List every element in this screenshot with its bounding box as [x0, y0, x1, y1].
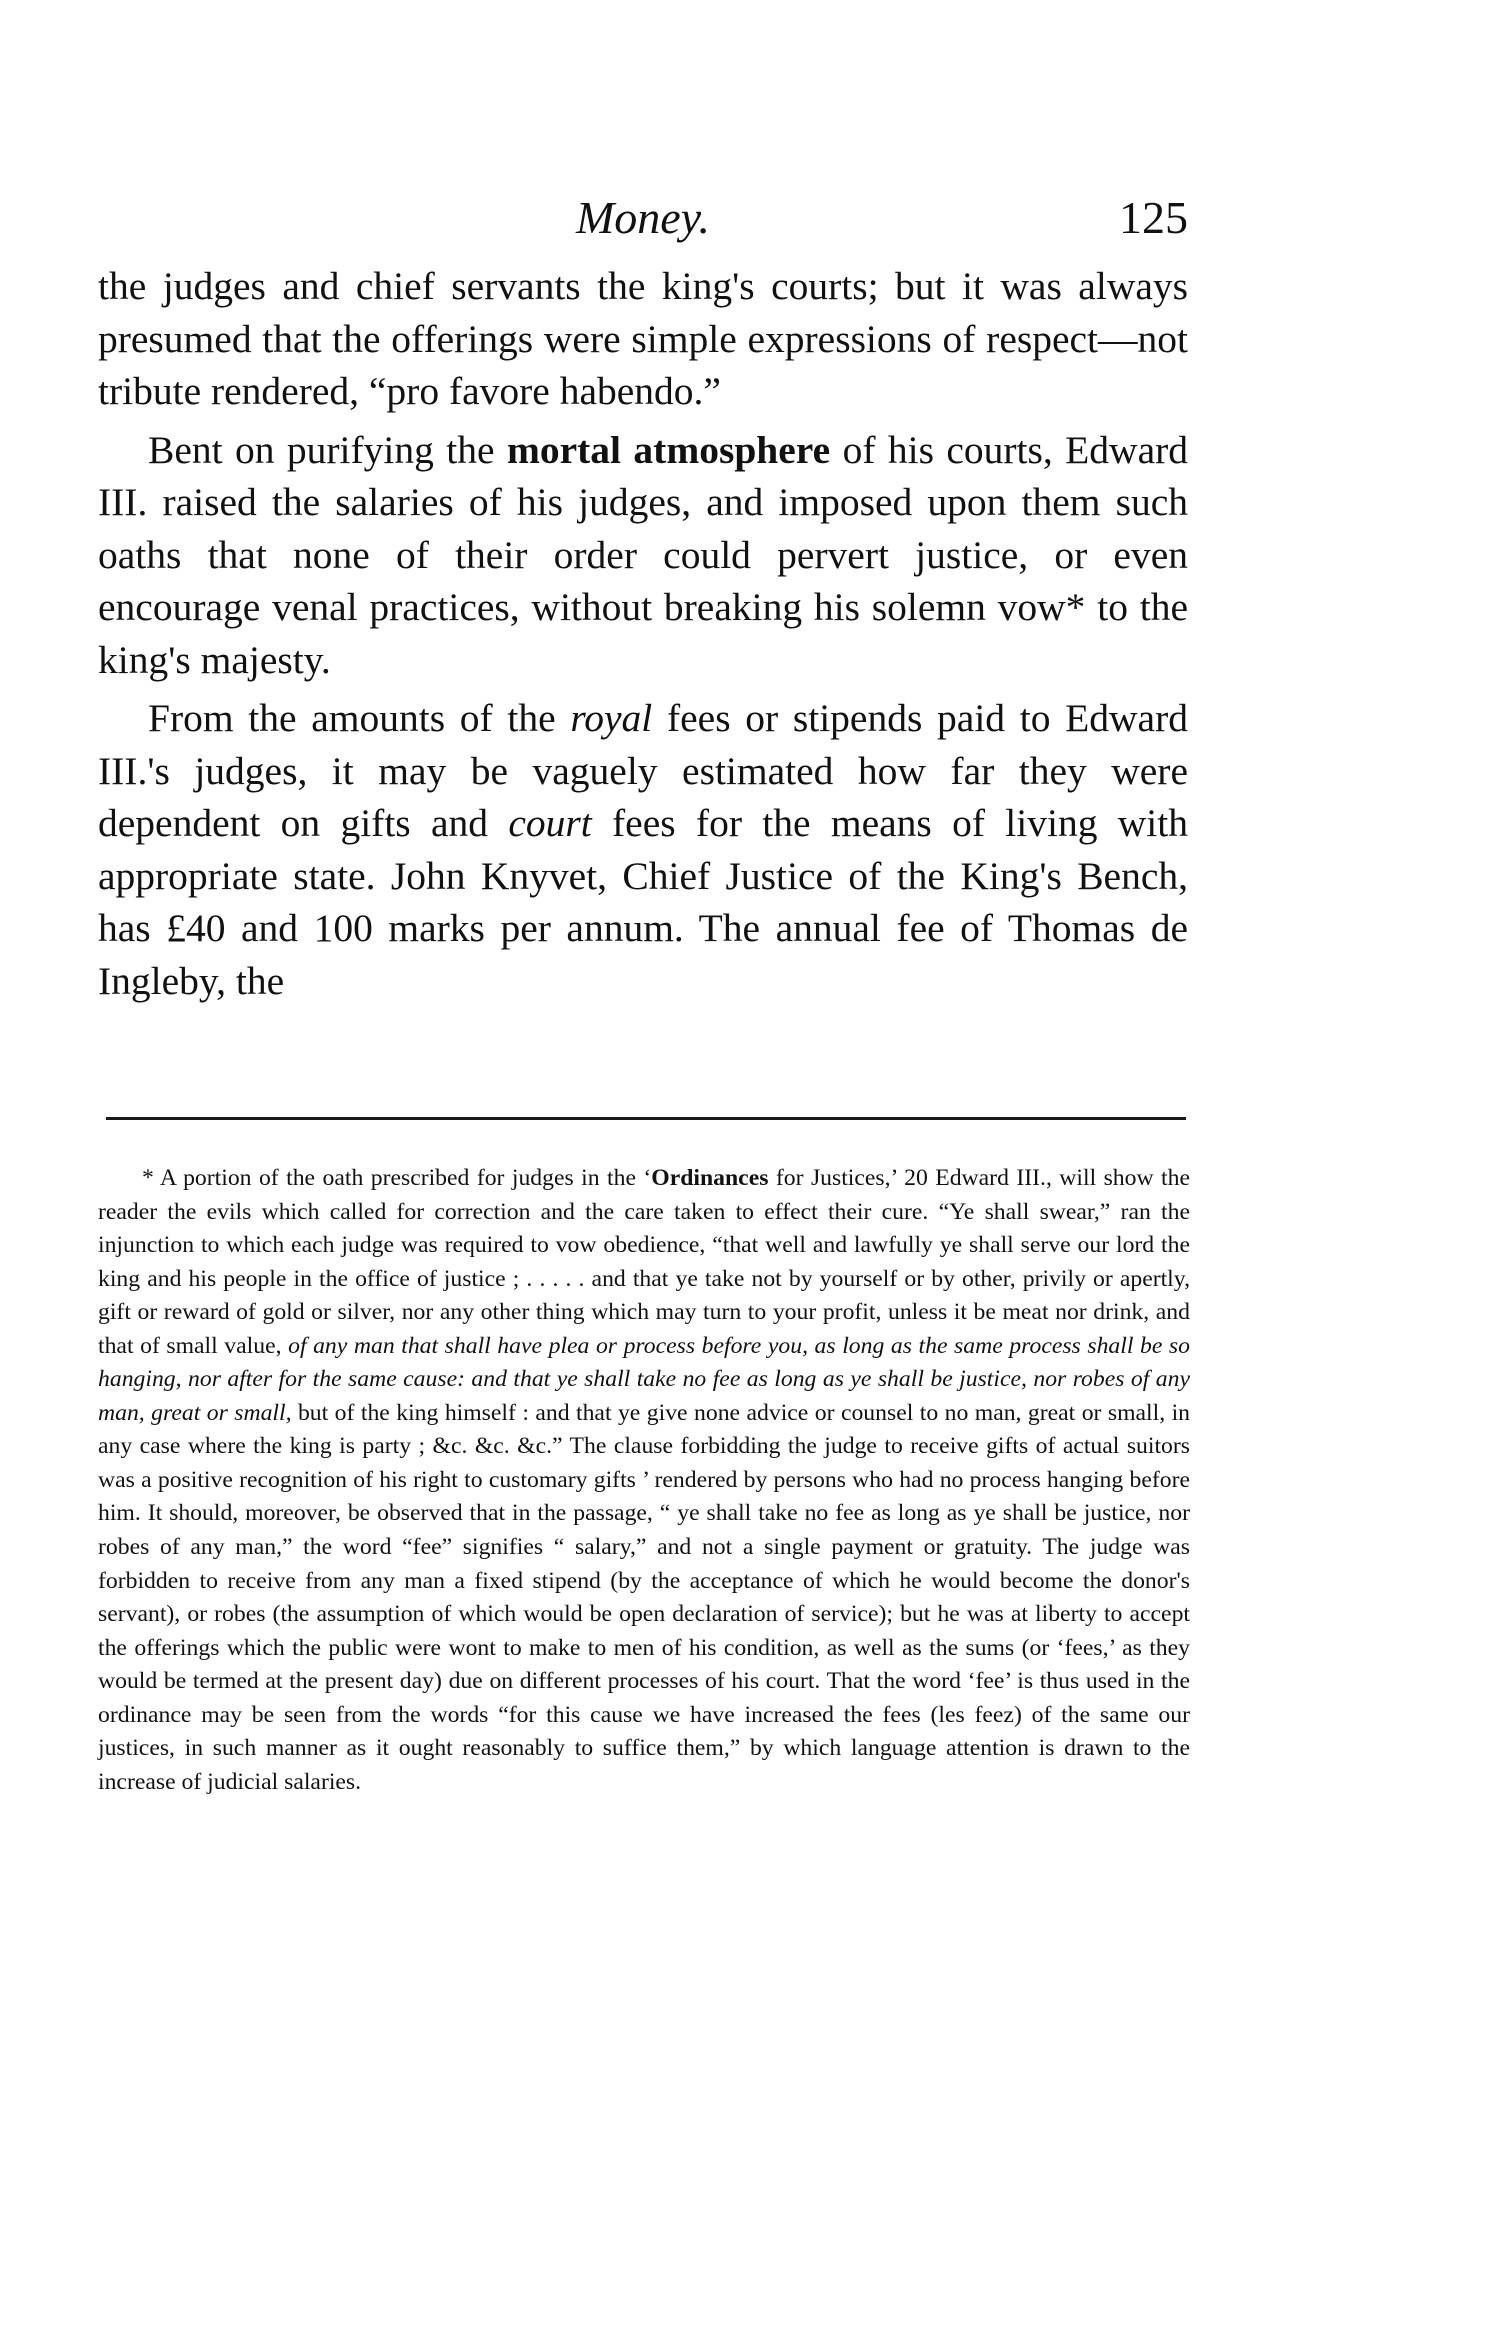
- paragraph-text: the judges and chief servants the king's courts; but it was always presumed that the offerings were simple expressions of respect—not tribute rendered, “pro favore habendo.”: [98, 264, 1188, 413]
- paragraph-text: fees for the means of living with appropriate state. John Knyvet, Chief Justice of the King's Bench, has £40 and 100 marks per annum. The annual fee of Thomas de Ingleby, the: [98, 801, 1189, 1003]
- running-title: Money.: [575, 192, 711, 243]
- footnote-text: but of the king himself : and that ye give none advice or counsel to no man, great or small, in any case where the king is party ; &c. &c. &c.” The clause forbidding the judge to receive gifts of actual suitors was a positive recognition of his right to customary gifts ’ rendered by persons who had no process hanging before him. It should, moreover, be observed that in the passage, “ ye shall take no fee as long as ye shall be justice, nor robes of any man,” the word “fee” signifies “ salary,” and not a single payment or gratuity. The judge was forbidden to receive from any man a fixed stipend (by the acceptance of which he would become the donor's servant), or robes (the assumption of which would be open declaration of service); but he was at liberty to accept the offerings which the public were wont to make to men of his condition, as well as the sums (or ‘fees,’ as they would be termed at the present day) due on different processes of his court. That the word ‘fee’ is thus used in the ordinance may be seen from the words “for this cause we have increased the fees (les feez) of the same our justices, in such manner as it ought reasonably to suffice them,” by which language attention is drawn to the increase of judicial salaries.: [98, 1399, 1191, 1795]
- paragraph-text: fees or stipends paid to Edward III.'s judges, it may be vaguely estimated how far they were dependent on gifts and: [98, 696, 1188, 845]
- bold-word: Ordinances: [651, 1165, 769, 1191]
- paragraph-text: Bent on purifying the: [148, 427, 507, 472]
- main-text: [98, 260, 1188, 1007]
- page-number: 125: [1119, 192, 1188, 243]
- italic-word: court: [508, 801, 592, 845]
- footnote: [98, 1162, 1190, 1799]
- footnote-text: A portion of the oath prescribed for judges in the ‘: [159, 1165, 652, 1191]
- paragraph-text: From the amounts of the: [148, 696, 571, 740]
- italic-word: royal: [570, 696, 653, 740]
- running-head: [98, 188, 1188, 248]
- paragraph-continued: [98, 260, 1188, 418]
- paragraph: [98, 424, 1188, 687]
- footnote-mark: *: [142, 1165, 154, 1191]
- paragraph-text: of his courts, Edward III. raised the salaries of his judges, and imposed upon them such oaths that none of their order could pervert justice, or even encourage venal practices, without breaking his solemn vow* to the king's majesty.: [98, 427, 1189, 682]
- italic-quote: of any man that shall have plea or process before you, as long as the same process shall be so hanging, nor after for the same cause: and that ye shall take no fee as long as ye shall be justice, nor robes of any man, great or small,: [98, 1332, 1190, 1426]
- bold-phrase: mortal atmosphere: [506, 427, 831, 472]
- paragraph: [98, 692, 1188, 1007]
- footnote-text: for Justices,’ 20 Edward III., will show the reader the evils which called for correction and the care taken to effect their cure. “Ye shall swear,” ran the injunction to which each judge was required to vow obedience, “that well and lawfully ye shall serve our lord the king and his people in the office of justice ; . . . . . and that ye take not by yourself or by other, privily or apertly, gift or reward of gold or silver, nor any other thing which may turn to your profit, unless it be meat nor drink, and that of small value,: [98, 1165, 1190, 1359]
- footnote-rule: [106, 1117, 1186, 1120]
